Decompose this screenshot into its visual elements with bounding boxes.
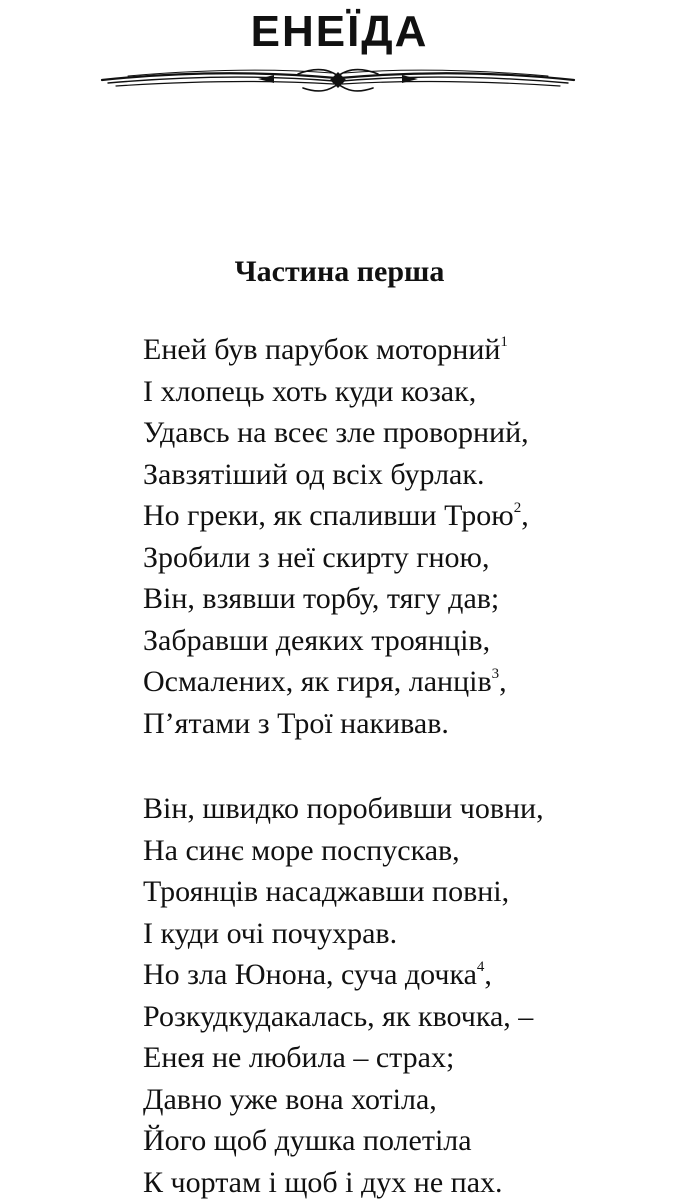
footnote-marker: 1 xyxy=(500,334,508,350)
verse-line: І куди очі почухрав. xyxy=(143,913,544,955)
verse-line: Троянців насаджавши повні, xyxy=(143,871,544,913)
stanza-1 xyxy=(143,329,529,744)
verse-line: Но греки, як спаливши Трою$^2$, xyxy=(143,495,529,537)
verse-line: Він, швидко поробивши човни, xyxy=(143,788,544,830)
verse-line: К чортам і щоб і дух не пах. xyxy=(143,1162,544,1203)
footnote-marker: 4 xyxy=(477,959,485,975)
verse-line: Завзятіший од всіх бурлак. xyxy=(143,454,529,496)
verse-line: Він, взявши торбу, тягу дав; xyxy=(143,578,529,620)
verse-line: Розкудкудакалась, як квочка, – xyxy=(143,996,544,1038)
verse-line: Енея не любила – страх; xyxy=(143,1037,544,1079)
page-title: ЕНЕЇДА xyxy=(0,6,679,58)
verse-line: Еней був парубок моторний$^1$ xyxy=(143,329,529,371)
verse-line: Но зла Юнона, суча дочка$^4$, xyxy=(143,954,544,996)
footnote-marker: 2 xyxy=(514,500,522,516)
verse-line: Зробили з неї скирту гною, xyxy=(143,537,529,579)
verse-line: І хлопець хоть куди козак, xyxy=(143,371,529,413)
decorative-divider-ornament xyxy=(98,62,578,96)
verse-line: На синє море поспускав, xyxy=(143,830,544,872)
stanza-2 xyxy=(143,788,544,1203)
verse-line: П’ятами з Трої накивав. xyxy=(143,703,529,745)
verse-line: Удавсь на всеє зле проворний, xyxy=(143,412,529,454)
verse-line: Осмалених, як гиря, ланців$^3$, xyxy=(143,661,529,703)
verse-line: Давно уже вона хотіла, xyxy=(143,1079,544,1121)
verse-line: Його щоб душка полетіла xyxy=(143,1120,544,1162)
section-heading: Частина перша xyxy=(0,252,679,292)
footnote-marker: 3 xyxy=(492,666,500,682)
verse-line: Забравши деяких троянців, xyxy=(143,620,529,662)
